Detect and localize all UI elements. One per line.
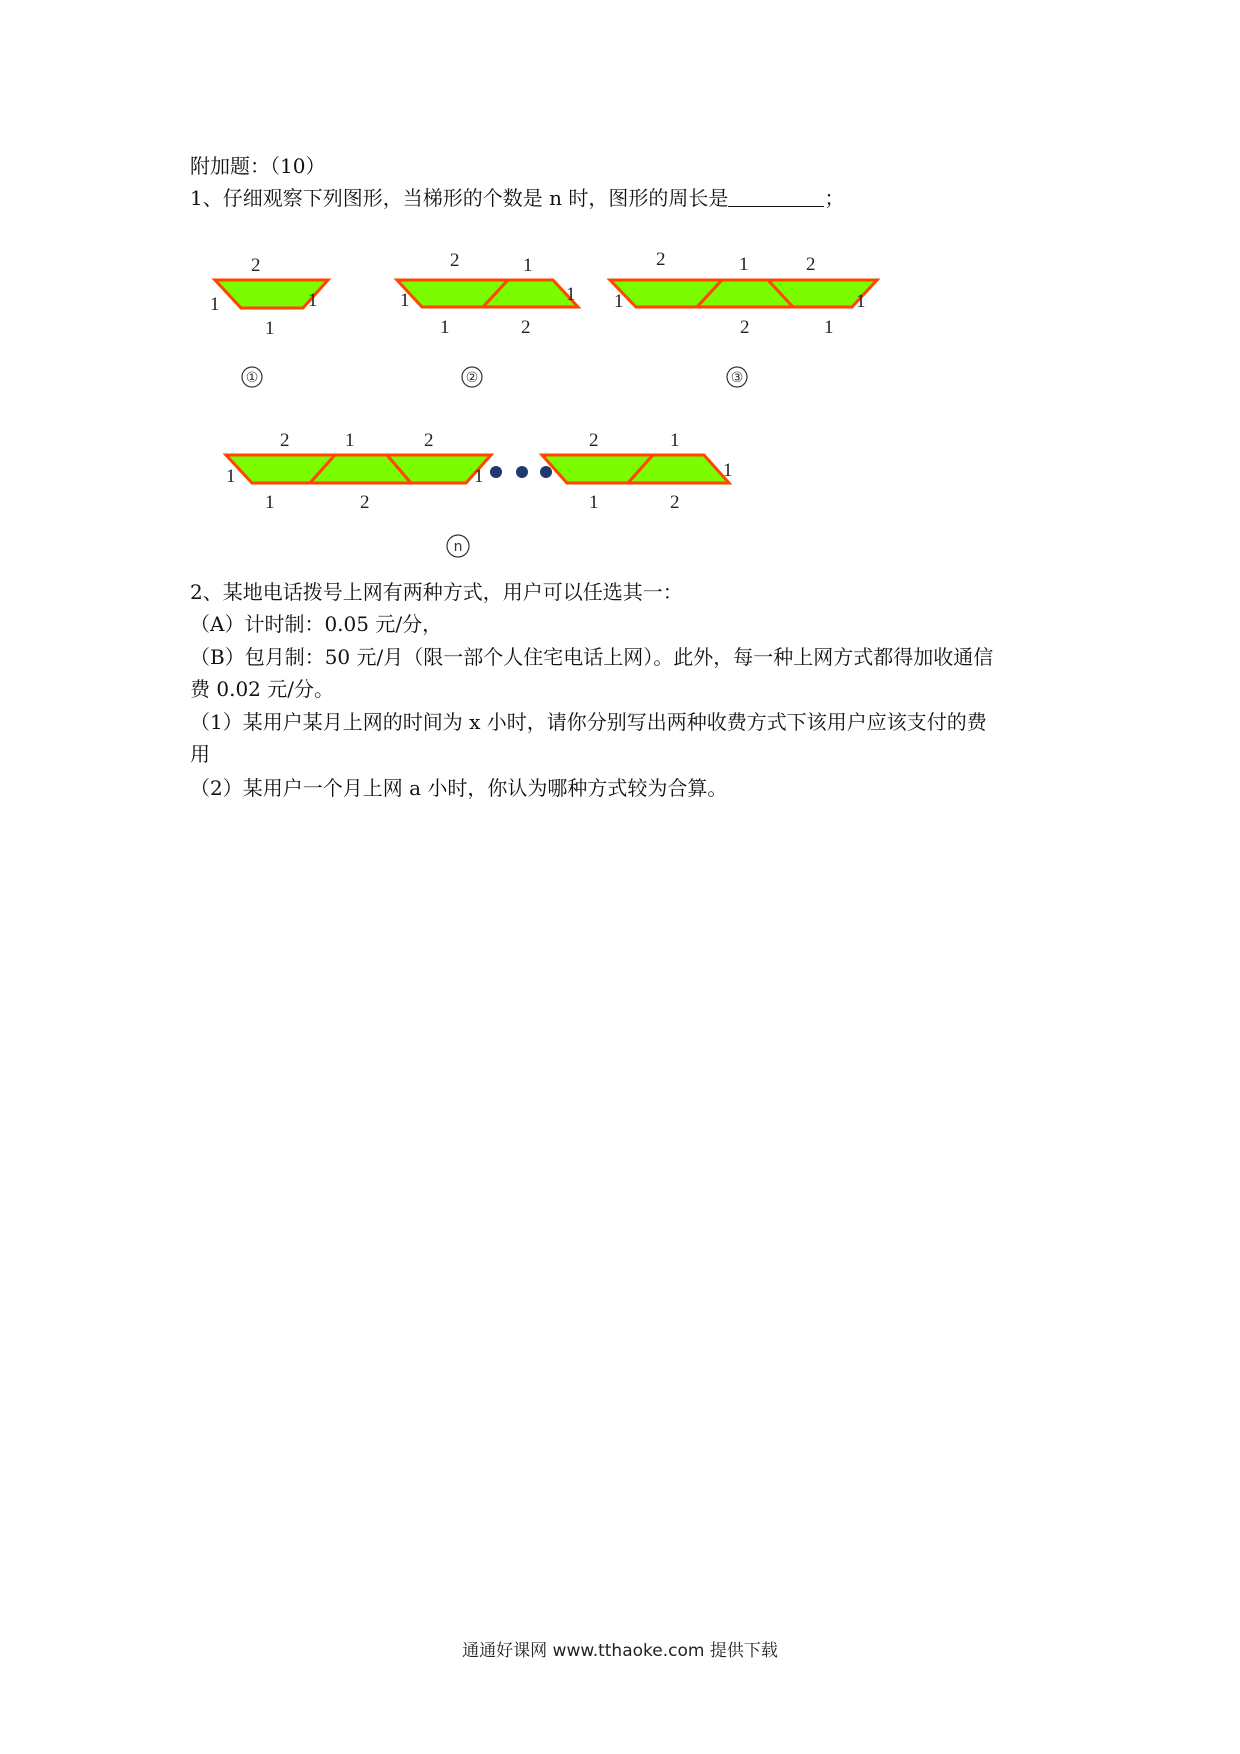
- ellipsis-dot: [516, 466, 528, 478]
- label-right: 1: [308, 290, 318, 311]
- label-top-3: 2: [806, 254, 816, 275]
- figure-1: [210, 255, 328, 387]
- label-bottom-1: 1: [440, 317, 450, 338]
- question-1-end: ；: [824, 186, 845, 210]
- label-top-2: 1: [345, 430, 355, 451]
- question-2-intro: 2、某地电话拨号上网有两种方式，用户可以任选其一：: [190, 580, 683, 604]
- label-left: 1: [210, 294, 220, 315]
- label-right: 1: [723, 460, 733, 481]
- label-top-1: 2: [280, 430, 290, 451]
- label-left: 1: [614, 291, 624, 312]
- label-mid: 1: [474, 466, 484, 487]
- label-bottom-3: 1: [589, 492, 599, 513]
- ellipsis-dot: [540, 466, 552, 478]
- label-bottom-1: 2: [740, 317, 750, 338]
- sub-question-1: （1）某用户某月上网的时间为 x 小时，请你分别写出两种收费方式下该用户应该支付的费: [190, 710, 987, 734]
- label-top-4: 2: [589, 430, 599, 451]
- caption: n: [453, 539, 463, 555]
- label-top-5: 1: [670, 430, 680, 451]
- sub-question-1-cont: 用: [190, 742, 210, 766]
- label-top-2: 1: [523, 255, 533, 276]
- ellipsis-dot: [490, 466, 502, 478]
- label-bottom-2: 2: [521, 317, 531, 338]
- label-left: 1: [400, 290, 410, 311]
- label-right: 1: [566, 284, 576, 305]
- option-b: （B）包月制：50 元/月（限一部个人住宅电话上网）。此外，每一种上网方式都得加收通信: [190, 645, 994, 669]
- option-a: （A）计时制：0.05 元/分，: [190, 612, 443, 636]
- label-bottom-2: 1: [824, 317, 834, 338]
- label-right: 1: [856, 291, 866, 312]
- label-top: 2: [251, 255, 261, 276]
- label-top-1: 2: [656, 249, 666, 270]
- option-b-cont: 费 0.02 元/分。: [190, 677, 334, 701]
- caption: ③: [730, 370, 744, 386]
- label-left: 1: [226, 466, 236, 487]
- label-bottom-2: 2: [360, 492, 370, 513]
- figure-2: [397, 250, 578, 387]
- caption: ②: [465, 370, 479, 386]
- question-1-text: 1、仔细观察下列图形，当梯形的个数是 n 时，图形的周长是: [190, 186, 729, 210]
- label-bottom: 1: [265, 318, 275, 339]
- caption: ①: [245, 370, 259, 386]
- label-top-2: 1: [739, 254, 749, 275]
- figure-3: [610, 249, 877, 387]
- figure-n: [226, 430, 733, 557]
- sub-question-2: （2）某用户一个月上网 a 小时，你认为哪种方式较为合算。: [190, 776, 728, 800]
- label-top-3: 2: [424, 430, 434, 451]
- label-bottom-1: 1: [265, 492, 275, 513]
- label-bottom-4: 2: [670, 492, 680, 513]
- footer-credit: 通通好课网 www.tthaoke.com 提供下载: [462, 1641, 778, 1661]
- section-title: 附加题：（10）: [190, 154, 326, 178]
- trapezoid-figures: [0, 0, 1240, 580]
- label-top-1: 2: [450, 250, 460, 271]
